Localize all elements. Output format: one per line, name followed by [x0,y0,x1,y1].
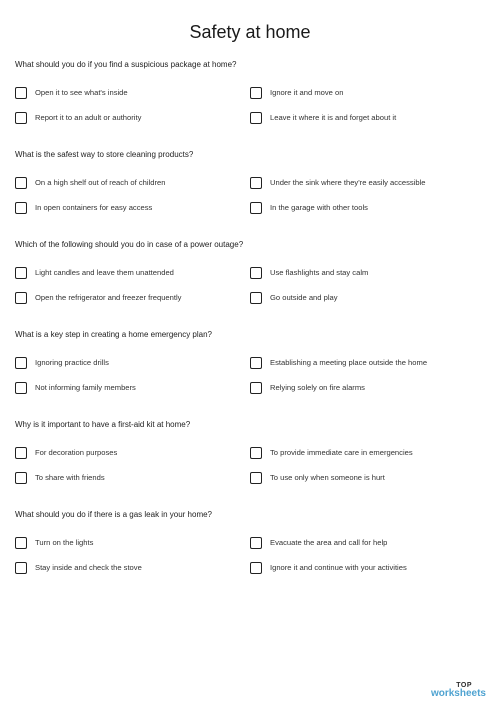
answer-option[interactable] [250,290,338,306]
topworksheets-logo [431,682,486,699]
option-label: To share with friends [35,473,105,482]
answer-options [15,175,485,223]
checkbox[interactable] [250,177,262,189]
option-label: Ignoring practice drills [35,358,109,367]
option-label: Light candles and leave them unattended [35,268,174,277]
checkbox[interactable] [250,382,262,394]
option-label: In open containers for easy access [35,203,153,212]
question-4 [15,329,485,403]
answer-option[interactable] [250,110,396,126]
answer-option[interactable] [250,200,368,216]
answer-option[interactable] [250,265,368,281]
question-6 [15,509,485,583]
option-label: On a high shelf out of reach of children [35,178,166,187]
answer-option[interactable] [250,85,343,101]
answer-options [15,445,485,493]
question-text: What should you do if there is a gas leak in your home? [15,510,212,519]
question-5 [15,419,485,493]
question-2 [15,149,485,223]
checkbox[interactable] [15,267,27,279]
question-text: Why is it important to have a first-aid kit at home? [15,420,191,429]
answer-option[interactable] [15,200,152,216]
answer-option[interactable] [250,380,365,396]
answer-option[interactable] [250,175,426,191]
answer-option[interactable] [15,175,165,191]
answer-option[interactable] [15,265,174,281]
checkbox[interactable] [15,447,27,459]
answer-option[interactable] [15,445,117,461]
checkbox[interactable] [250,472,262,484]
answer-option[interactable] [15,85,128,101]
answer-option[interactable] [15,110,141,126]
checkbox[interactable] [15,112,27,124]
answer-option[interactable] [15,290,181,306]
answer-options [15,85,485,133]
question-3 [15,239,485,313]
checkbox[interactable] [15,472,27,484]
answer-option[interactable] [15,535,93,551]
answer-option[interactable] [15,470,105,486]
checkbox[interactable] [15,562,27,574]
option-label: Leave it where it is and forget about it [270,113,397,122]
checkbox[interactable] [250,202,262,214]
checkbox[interactable] [15,292,27,304]
question-text: Which of the following should you do in case of a power outage? [15,240,244,249]
checkbox[interactable] [250,292,262,304]
option-label: Turn on the lights [35,538,94,547]
option-label: Open it to see what's inside [35,88,128,97]
page-title: Safety at home [189,22,311,42]
option-label: Not informing family members [35,383,136,392]
option-label: Establishing a meeting place outside the home [270,358,428,367]
checkbox[interactable] [15,202,27,214]
question-text: What should you do if you find a suspicious package at home? [15,60,237,69]
option-label: Open the refrigerator and freezer frequently [35,293,182,302]
option-label: Use flashlights and stay calm [270,268,369,277]
checkbox[interactable] [250,447,262,459]
answer-option[interactable] [15,560,142,576]
answer-option[interactable] [250,560,407,576]
option-label: Relying solely on fire alarms [270,383,365,392]
answer-option[interactable] [250,535,387,551]
option-label: To provide immediate care in emergencies [270,448,413,457]
answer-option[interactable] [250,355,427,371]
option-label: Ignore it and continue with your activities [270,563,407,572]
answer-options [15,265,485,313]
option-label: Stay inside and check the stove [35,563,142,572]
checkbox[interactable] [250,357,262,369]
option-label: Under the sink where they're easily accessible [270,178,426,187]
answer-option[interactable] [15,380,136,396]
checkbox[interactable] [250,87,262,99]
option-label: Go outside and play [270,293,338,302]
checkbox[interactable] [15,177,27,189]
checkbox[interactable] [250,562,262,574]
question-1 [15,59,485,133]
option-label: For decoration purposes [35,448,118,457]
option-label: Ignore it and move on [270,88,344,97]
checkbox[interactable] [15,87,27,99]
answer-options [15,355,485,403]
answer-option[interactable] [250,470,385,486]
question-text: What is the safest way to store cleaning products? [15,150,194,159]
option-label: In the garage with other tools [270,203,368,212]
checkbox[interactable] [250,267,262,279]
answer-options [15,535,485,583]
logo-bottom-text: worksheets [430,688,486,699]
checkbox[interactable] [15,357,27,369]
checkbox[interactable] [15,537,27,549]
answer-option[interactable] [15,355,109,371]
question-text: What is a key step in creating a home emergency plan? [15,330,212,339]
option-label: Report it to an adult or authority [35,113,142,122]
checkbox[interactable] [15,382,27,394]
checkbox[interactable] [250,537,262,549]
logo-top-text: TOP [456,682,472,689]
option-label: To use only when someone is hurt [270,473,385,482]
checkbox[interactable] [250,112,262,124]
answer-option[interactable] [250,445,413,461]
option-label: Evacuate the area and call for help [270,538,388,547]
